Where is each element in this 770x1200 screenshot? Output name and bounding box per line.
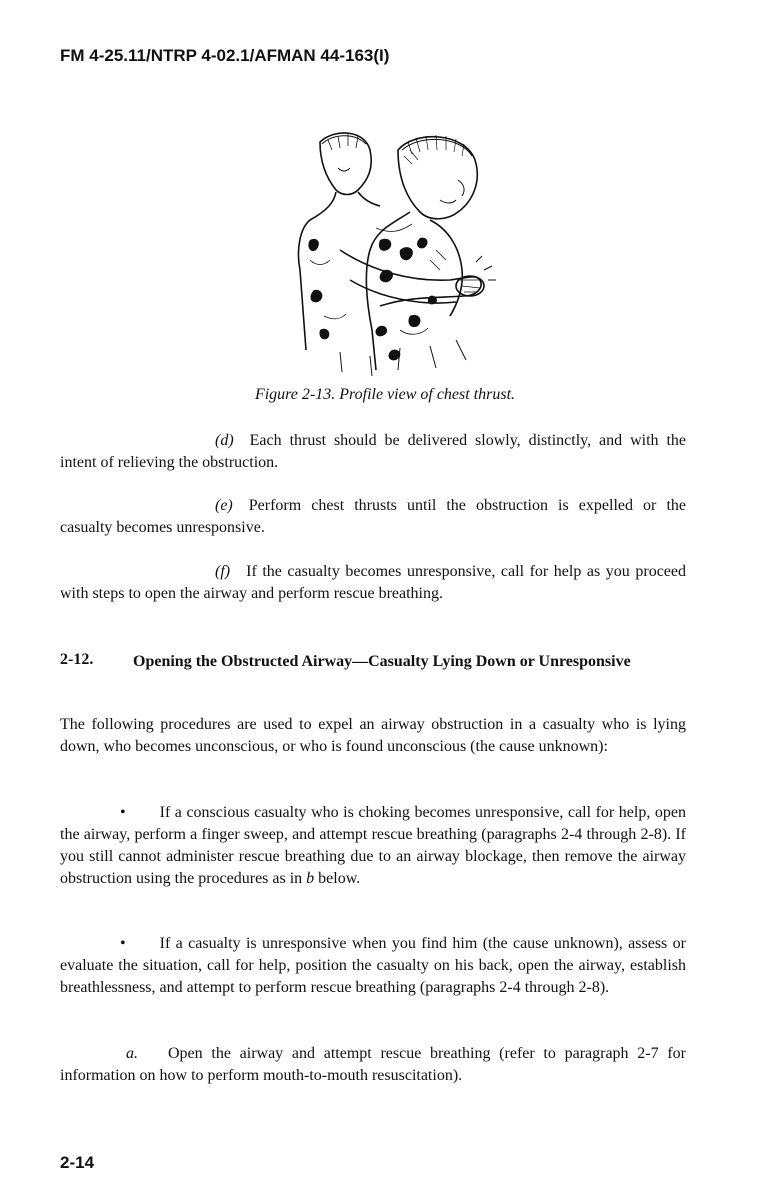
- bullet-1-text-end: below.: [314, 870, 361, 887]
- bullet-1-symbol: •: [120, 804, 126, 821]
- bullet-1-ref: b: [306, 870, 315, 887]
- step-f-text-line1: If the casualty becomes unresponsive, call for help: [246, 563, 582, 580]
- page-number: 2-14: [60, 1153, 95, 1172]
- step-d-text-rest: and with the intent of relieving the obstruction.: [60, 432, 687, 471]
- step-e-text-rest: expelled or the casualty becomes unresponsive.: [60, 497, 687, 536]
- intro-paragraph: The following procedures are used to expel an airway obstruction in a casualty who is lying down, who becomes unconscious, or who is found unconscious (the cause unknown):: [60, 716, 686, 755]
- step-d-paragraph: [60, 430, 686, 474]
- chest-thrust-illustration: [280, 120, 510, 382]
- item-a-text: Open the airway and attempt rescue breathing (refer to paragraph 2-7 for information on how to perform mouth-to-mouth resuscitation).: [60, 1045, 686, 1084]
- step-e-marker: (e): [215, 497, 233, 514]
- document-header: FM 4-25.11/NTRP 4-02.1/AFMAN 44-163(I): [60, 46, 390, 65]
- section-number: 2-12.: [60, 651, 94, 668]
- step-f-paragraph: [60, 561, 686, 605]
- section-title: Opening the Obstructed Airway—Casualty Lying Down or Unresponsive: [133, 653, 631, 670]
- step-e-paragraph: [60, 495, 686, 539]
- step-d-marker: (d): [215, 432, 234, 449]
- step-f-text-rest: as you proceed with steps to open the airway and perform rescue breathing.: [60, 563, 687, 602]
- bullet-2-text: If a casualty is unresponsive when you find him (the cause unknown), assess or evaluate the situation, call for help, position the casualty on his back, open the airway, establish breathlessness, and attempt to perform rescue breathing (paragraphs 2-4 through 2-8).: [60, 935, 686, 996]
- step-f-marker: (f): [215, 563, 231, 580]
- step-d-text-line1: Each thrust should be delivered slowly, distinctly,: [249, 432, 592, 449]
- step-e-text-line1: Perform chest thrusts until the obstruction is: [248, 497, 569, 514]
- bullet-2-symbol: •: [120, 935, 126, 952]
- bullet-2-paragraph: [60, 933, 686, 999]
- figure-caption: Figure 2-13. Profile view of chest thrust.: [254, 386, 516, 403]
- bullet-1-text: If a conscious casualty who is choking becomes unresponsive, call for help, open the airway, perform a finger sweep, and attempt rescue breathing (paragraphs 2-4 through 2-8). If you still cannot administer rescue breathing due to an airway blockage, then remove the airway obstruction using the procedures as in: [60, 804, 686, 887]
- bullet-1-paragraph: [60, 802, 686, 890]
- item-a-marker: a.: [126, 1045, 138, 1062]
- item-a-paragraph: [60, 1043, 686, 1087]
